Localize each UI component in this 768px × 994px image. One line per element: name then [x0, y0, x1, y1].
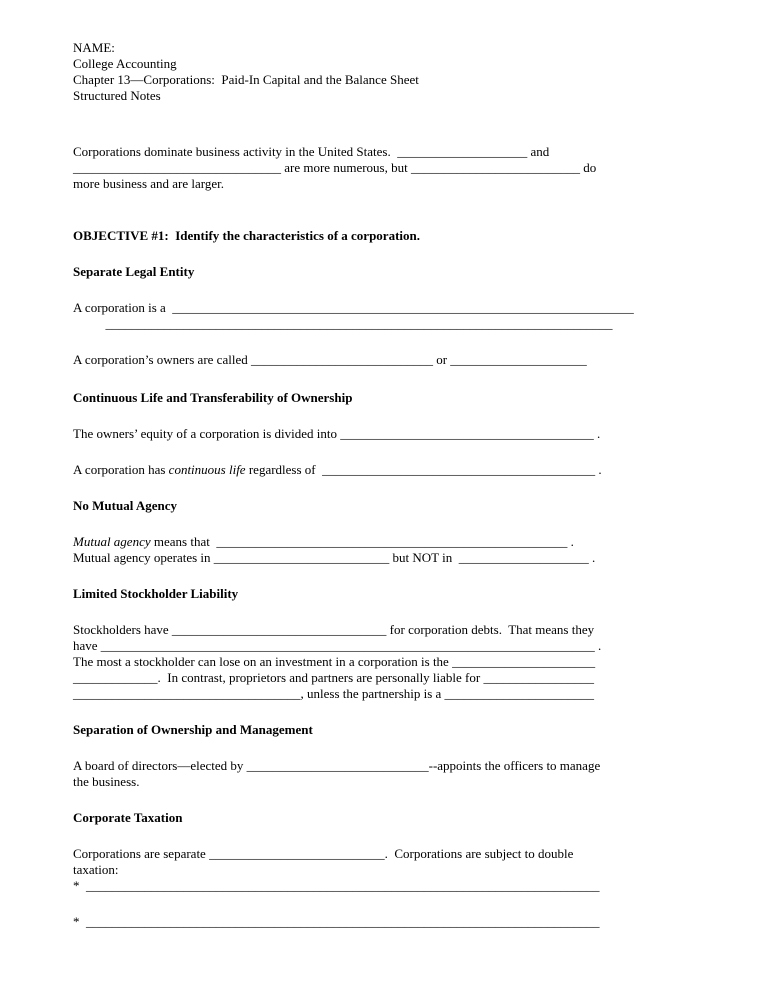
legal-entity-line-2: ______________________________________________________________________________ [73, 316, 613, 331]
liability-line-4: _____________. In contrast, proprietors and partners are personally liable for _________________ [73, 670, 594, 685]
liability-line-2: have ____________________________________________________________________________ . [73, 638, 602, 653]
continuous-life-term: continuous life [168, 462, 246, 477]
name-label: NAME: [73, 40, 115, 55]
mutual-agency-line-1 [73, 534, 574, 550]
liability-line-1: Stockholders have _________________________________ for corporation debts. That means they [73, 622, 595, 637]
owners-equity-line: The owners’ equity of a corporation is divided into _______________________________________ . [73, 426, 601, 441]
intro-line-1: Corporations dominate business activity in the United States. ____________________ and [73, 144, 550, 159]
taxation-line-2: taxation: [73, 862, 119, 877]
section-heading-continuous-life: Continuous Life and Transferability of Ownership [73, 390, 353, 405]
continuous-life-text-a: A corporation has [73, 462, 169, 477]
liability-line-5: ___________________________________, unless the partnership is a _______________________ [73, 686, 595, 701]
continuous-life-text-b: regardless of __________________________________________ . [245, 462, 602, 477]
intro-line-2: ________________________________ are more numerous, but __________________________ do [73, 160, 597, 175]
mutual-agency-text: means that ______________________________________________________ . [150, 534, 574, 549]
liability-line-3: The most a stockholder can lose on an investment in a corporation is the ______________________ [73, 654, 596, 669]
legal-entity-line-1: A corporation is a _______________________________________________________________________ [73, 300, 634, 315]
objective-heading: OBJECTIVE #1: Identify the characteristics of a corporation. [73, 228, 420, 243]
taxation-bullet-2: * _______________________________________________________________________________ [73, 914, 600, 929]
document-type: Structured Notes [73, 88, 161, 103]
continuous-life-line [73, 462, 602, 478]
section-heading-corporate-taxation: Corporate Taxation [73, 810, 183, 825]
board-line-1: A board of directors—elected by ____________________________--appoints the officers to manage [73, 758, 601, 773]
mutual-agency-line-2: Mutual agency operates in ___________________________ but NOT in ____________________ . [73, 550, 596, 565]
section-heading-no-mutual-agency: No Mutual Agency [73, 498, 177, 513]
taxation-line-1: Corporations are separate ___________________________. Corporations are subject to double [73, 846, 574, 861]
taxation-bullet-1: * _______________________________________________________________________________ [73, 878, 600, 893]
course-title: College Accounting [73, 56, 177, 71]
section-heading-limited-liability: Limited Stockholder Liability [73, 586, 239, 601]
chapter-title: Chapter 13—Corporations: Paid-In Capital and the Balance Sheet [73, 72, 419, 87]
mutual-agency-term: Mutual agency [73, 534, 151, 549]
owners-line: A corporation’s owners are called ____________________________ or _____________________ [73, 352, 587, 367]
board-line-2: the business. [73, 774, 140, 789]
section-heading-separate-legal-entity: Separate Legal Entity [73, 264, 195, 279]
section-heading-separation-ownership: Separation of Ownership and Management [73, 722, 313, 737]
intro-line-3: more business and are larger. [73, 176, 225, 191]
